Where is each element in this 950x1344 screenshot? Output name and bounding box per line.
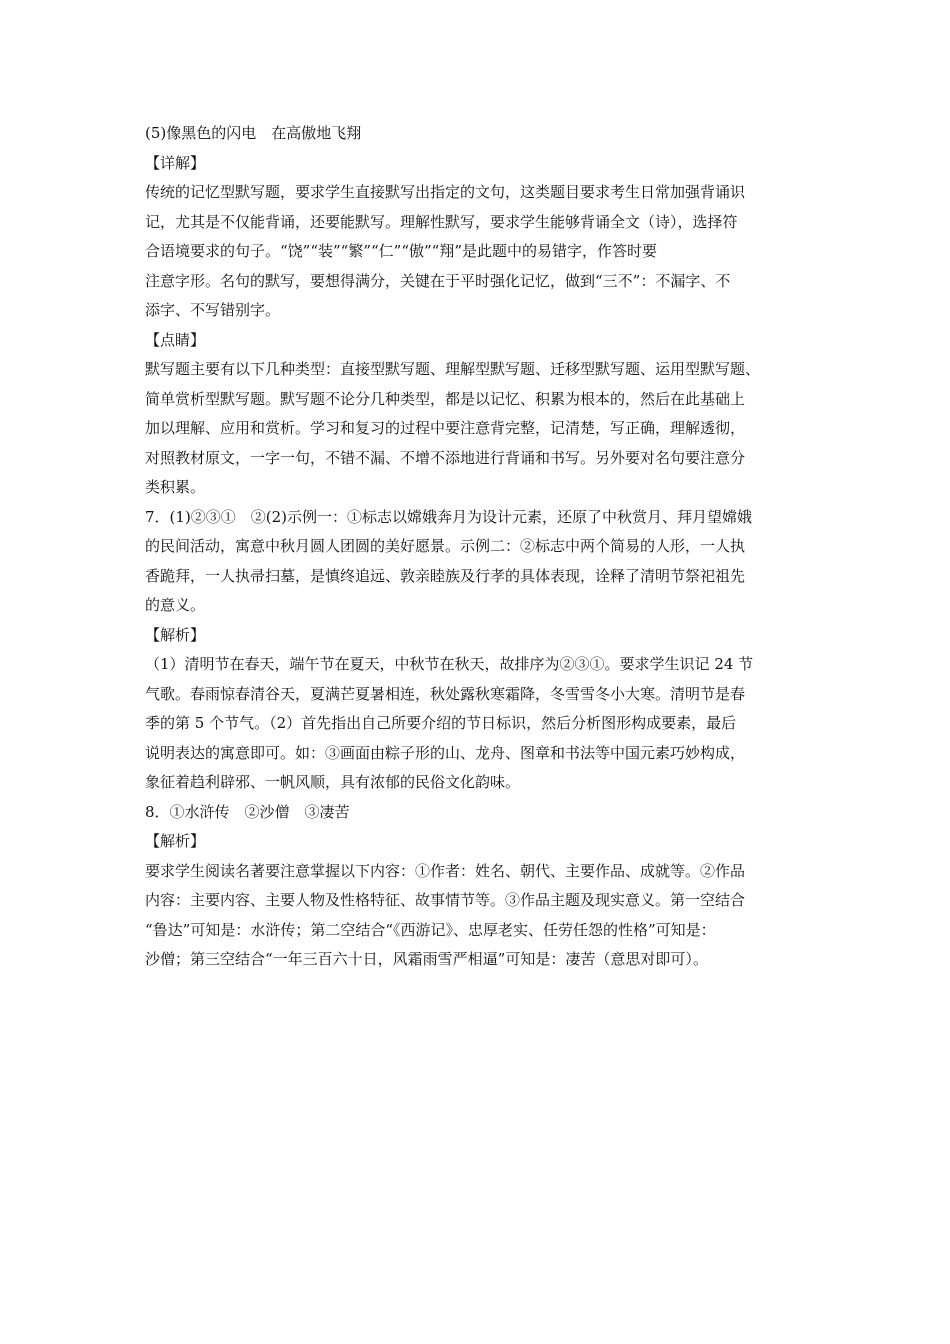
q8-analysis-heading — [145, 827, 813, 857]
text-line: 简单赏析型默写题。默写题不论分几种类型，都是以记忆、积累为根本的，然后在此基础上 — [145, 389, 746, 408]
q6-item5 — [145, 119, 813, 149]
text-line: 8．①水浒传 ②沙僧 ③凄苦 — [145, 802, 350, 821]
text-line: 合语境要求的句子。“饶”“装”“繁”“仁”“傲”“翔”是此题中的易错字，作答时要 — [145, 242, 658, 260]
text-line: 【详解】 — [145, 153, 206, 172]
q6-detail-body — [145, 178, 813, 326]
text-line: 传统的记忆型默写题，要求学生直接默写出指定的文句，这类题目要求考生日常加强背诵识 — [145, 183, 746, 201]
text-line: 7．(1)②③① ②(2)示例一：①标志以嫦娥奔月为设计元素，还原了中秋赏月、拜月望嫦娥 — [145, 507, 753, 526]
q8-answer — [145, 798, 813, 828]
text-line: 的民间活动，寓意中秋月圆人团圆的美好愿景。示例二：②标志中两个简易的人形，一人执 — [145, 537, 746, 555]
q7-analysis-heading — [145, 621, 813, 651]
text-line: 注意字形。名句的默写，要想得满分，关键在于平时强化记忆，做到“三不”：不漏字、不 — [145, 271, 731, 290]
text-line: (5)像黑色的闪电 在高傲地飞翔 — [145, 124, 362, 142]
text-line: 气歌。春雨惊春清谷天，夏满芒夏暑相连，秋处露秋寒霜降，冬雪雪冬小大寒。清明节是春 — [145, 684, 746, 703]
text-line: 的意义。 — [145, 596, 206, 614]
q6-tip-body — [145, 355, 813, 503]
text-line: 加以理解、应用和赏析。学习和复习的过程中要注意背完整，记清楚，写正确，理解透彻， — [145, 419, 746, 437]
q8-analysis-body — [145, 857, 813, 975]
q6-detail-heading — [145, 149, 813, 179]
text-line: 象征着趋利辟邪、一帆风顺，具有浓郁的民俗文化韵味。 — [145, 773, 521, 791]
text-line: 季的第 5 个节气。（2）首先指出自己所要介绍的节日标识，然后分析图形构成要素，最后 — [145, 714, 737, 732]
text-line: 添字、不写错别字。 — [145, 301, 281, 319]
text-line: 说明表达的寓意即可。如：③画面由粽子形的山、龙舟、图章和书法等中国元素巧妙构成， — [145, 743, 746, 762]
answer-key-text — [145, 119, 813, 975]
text-line: 【点睛】 — [145, 330, 206, 349]
text-line: （1）清明节在春天，端午节在夏天，中秋节在秋天，故排序为②③①。要求学生识记 24 节 — [145, 655, 754, 673]
q7-analysis-body — [145, 650, 813, 798]
text-line: 记，尤其是不仅能背诵，还要能默写。理解性默写，要求学生能够背诵全文（诗），选择符 — [145, 212, 738, 231]
text-line: 默写题主要有以下几种类型：直接型默写题、理解型默写题、迁移型默写题、运用型默写题、 — [145, 360, 761, 378]
text-line: 沙僧；第三空结合“一年三百六十日，风霜雨雪严相逼”可知是：凄苦（意思对即可）。 — [145, 950, 708, 968]
text-line: 香跪拜，一人执帚扫墓，是慎终追远、敦亲睦族及行孝的具体表现，诠释了清明节祭祀祖先 — [145, 566, 746, 585]
text-line: 内容：主要内容、主要人物及性格特征、故事情节等。③作品主题及现实意义。第一空结合 — [145, 891, 746, 909]
text-line: 要求学生阅读名著要注意掌握以下内容：①作者：姓名、朝代、主要作品、成就等。②作品 — [145, 861, 746, 880]
text-line: 类积累。 — [145, 478, 206, 496]
text-line: “鲁达”可知是：水浒传；第二空结合“《西游记》、忠厚老实、任劳任怨的性格”可知是： — [145, 920, 716, 939]
text-line: 【解析】 — [145, 832, 206, 850]
q6-tip-heading — [145, 326, 813, 356]
text-line: 对照教材原文，一字一句，不错不漏、不增不添地进行背诵和书写。另外要对名句要注意分 — [145, 448, 746, 467]
text-line: 【解析】 — [145, 625, 206, 644]
q7-answer — [145, 503, 813, 621]
